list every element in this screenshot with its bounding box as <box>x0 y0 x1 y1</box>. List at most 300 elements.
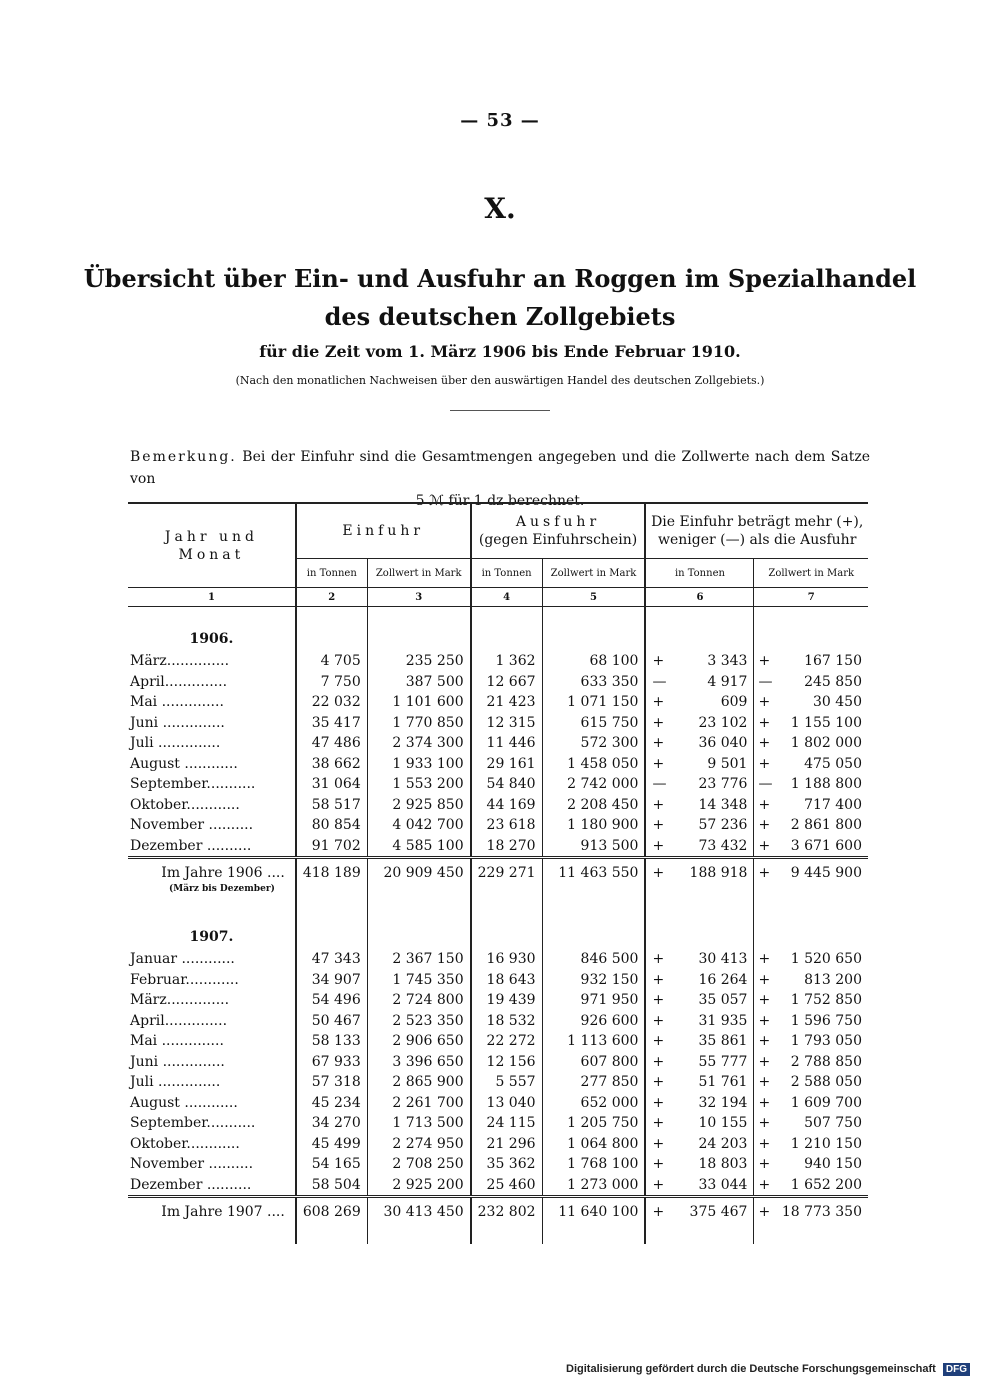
export-tonnen: 5 557 <box>471 1072 542 1093</box>
diff-zollwert: 3 671 600 <box>790 837 862 854</box>
total-diff-tonnen: 188 918 <box>674 858 754 906</box>
export-tonnen: 16 930 <box>471 949 542 970</box>
import-tonnen: 45 499 <box>296 1134 367 1155</box>
table-row <box>128 651 868 672</box>
total-import-zollwert: 30 413 450 <box>367 1197 470 1245</box>
col-number-6: 6 <box>645 588 754 607</box>
diff-sign-zollwert: + <box>754 1175 779 1197</box>
total-diff-sign-tonnen: + <box>645 1197 674 1245</box>
month-label: April.............. <box>130 673 228 690</box>
export-tonnen: 11 446 <box>471 733 542 754</box>
header-import: Einfuhr <box>296 503 471 559</box>
diff-zollwert: 1 596 750 <box>790 1012 862 1029</box>
import-tonnen: 45 234 <box>296 1093 367 1114</box>
blank-cell <box>296 607 367 652</box>
diff-sign-tonnen: + <box>645 1072 674 1093</box>
import-zollwert: 2 374 300 <box>367 733 470 754</box>
blank-cell <box>367 905 470 949</box>
diff-tonnen: 24 203 <box>698 1135 748 1152</box>
import-tonnen: 34 907 <box>296 970 367 991</box>
diff-zollwert: 1 652 200 <box>790 1176 862 1193</box>
diff-tonnen: 10 155 <box>698 1115 748 1132</box>
import-zollwert: 2 724 800 <box>367 990 470 1011</box>
diff-tonnen: 31 935 <box>698 1012 748 1029</box>
header-export <box>471 503 646 559</box>
import-tonnen: 80 854 <box>296 815 367 836</box>
table-row <box>128 733 868 754</box>
diff-sign-tonnen: + <box>645 1175 674 1197</box>
import-zollwert: 2 925 200 <box>367 1175 470 1197</box>
import-tonnen: 54 165 <box>296 1154 367 1175</box>
table-row <box>128 815 868 836</box>
import-zollwert: 1 713 500 <box>367 1113 470 1134</box>
diff-sign-zollwert: + <box>754 1154 779 1175</box>
diff-zollwert: 813 200 <box>804 971 862 988</box>
export-zollwert: 615 750 <box>542 713 645 734</box>
export-zollwert: 1 768 100 <box>542 1154 645 1175</box>
diff-sign-zollwert: + <box>754 815 779 836</box>
diff-zollwert: 1 802 000 <box>790 735 862 752</box>
export-tonnen: 12 315 <box>471 713 542 734</box>
import-tonnen: 22 032 <box>296 692 367 713</box>
header-month: Jahr und Monat <box>128 503 296 588</box>
export-zollwert: 2 742 000 <box>542 774 645 795</box>
table-row <box>128 970 868 991</box>
export-zollwert: 633 350 <box>542 672 645 693</box>
diff-zollwert: 507 750 <box>804 1115 862 1132</box>
month-label: Juli .............. <box>130 735 221 752</box>
export-zollwert: 846 500 <box>542 949 645 970</box>
export-zollwert: 2 208 450 <box>542 795 645 816</box>
diff-tonnen: 9 501 <box>707 755 748 772</box>
diff-tonnen: 55 777 <box>698 1053 748 1070</box>
export-tonnen: 12 156 <box>471 1052 542 1073</box>
remark-text-line2: 5 ℳ für 1 dz berechnet. <box>415 493 585 509</box>
total-label-text: Im Jahre 1907 .... <box>161 1204 285 1220</box>
year-header-row <box>128 607 868 652</box>
diff-tonnen: 30 413 <box>698 951 748 968</box>
diff-sign-tonnen: — <box>645 672 674 693</box>
export-tonnen: 13 040 <box>471 1093 542 1114</box>
total-row <box>128 1197 868 1245</box>
diff-sign-zollwert: + <box>754 970 779 991</box>
export-zollwert: 926 600 <box>542 1011 645 1032</box>
table-row <box>128 1154 868 1175</box>
export-zollwert: 68 100 <box>542 651 645 672</box>
export-tonnen: 18 643 <box>471 970 542 991</box>
import-tonnen: 35 417 <box>296 713 367 734</box>
table-body <box>128 607 868 1245</box>
section-number: X. <box>484 192 516 225</box>
diff-tonnen: 3 343 <box>707 653 748 670</box>
export-zollwert: 1 458 050 <box>542 754 645 775</box>
month-label: Dezember .......... <box>130 837 252 854</box>
export-zollwert: 913 500 <box>542 836 645 858</box>
month-label: Oktober............ <box>130 796 240 813</box>
total-row <box>128 858 868 906</box>
header-diff-line2: weniger (—) als die Ausfuhr <box>658 532 857 548</box>
export-tonnen: 54 840 <box>471 774 542 795</box>
import-tonnen: 58 504 <box>296 1175 367 1197</box>
diff-sign-tonnen: + <box>645 1113 674 1134</box>
table-row <box>128 754 868 775</box>
diff-sign-tonnen: + <box>645 1052 674 1073</box>
remark-text: Bei der Einfuhr sind die Gesamtmengen angegeben und die Zollwerte nach dem Satze von <box>130 449 871 487</box>
total-export-zollwert: 11 463 550 <box>542 858 645 906</box>
diff-zollwert: 30 450 <box>813 694 862 711</box>
export-zollwert: 607 800 <box>542 1052 645 1073</box>
table-row <box>128 1072 868 1093</box>
import-tonnen: 58 133 <box>296 1031 367 1052</box>
export-tonnen: 35 362 <box>471 1154 542 1175</box>
year-label: 1906. <box>189 631 234 647</box>
export-tonnen: 21 296 <box>471 1134 542 1155</box>
header-import-zollwert: Zollwert in Mark <box>367 559 470 588</box>
page-title-line2: des deutschen Zollgebiets <box>324 302 676 331</box>
diff-tonnen: 4 917 <box>707 673 748 690</box>
import-zollwert: 235 250 <box>367 651 470 672</box>
year-label: 1907. <box>189 929 234 945</box>
total-export-zollwert: 11 640 100 <box>542 1197 645 1245</box>
table-row <box>128 1011 868 1032</box>
diff-sign-zollwert: + <box>754 795 779 816</box>
source-note: (Nach den monatlichen Nachweisen über den auswärtigen Handel des deutschen Zollgebiets.) <box>235 374 765 387</box>
header-export-tonnen: in Tonnen <box>471 559 542 588</box>
table-row <box>128 990 868 1011</box>
diff-tonnen: 32 194 <box>698 1094 748 1111</box>
import-zollwert: 2 708 250 <box>367 1154 470 1175</box>
diff-sign-tonnen: + <box>645 1154 674 1175</box>
header-diff-line1: Die Einfuhr beträgt mehr (+), <box>651 514 864 530</box>
export-zollwert: 1 071 150 <box>542 692 645 713</box>
diff-sign-tonnen: + <box>645 1031 674 1052</box>
month-label: November .......... <box>130 1156 254 1173</box>
diff-sign-zollwert: + <box>754 733 779 754</box>
export-zollwert: 1 273 000 <box>542 1175 645 1197</box>
month-label: September........... <box>130 1115 256 1132</box>
import-tonnen: 67 933 <box>296 1052 367 1073</box>
import-tonnen: 91 702 <box>296 836 367 858</box>
diff-sign-zollwert: — <box>754 672 779 693</box>
blank-cell <box>542 607 645 652</box>
total-diff-sign-zollwert: + <box>754 858 779 906</box>
table-row <box>128 1052 868 1073</box>
month-label: August ............ <box>130 755 238 772</box>
diff-sign-zollwert: + <box>754 949 779 970</box>
diff-zollwert: 1 609 700 <box>790 1094 862 1111</box>
table-row <box>128 1134 868 1155</box>
month-label: August ............ <box>130 1094 238 1111</box>
diff-sign-tonnen: + <box>645 651 674 672</box>
diff-sign-tonnen: + <box>645 970 674 991</box>
export-zollwert: 572 300 <box>542 733 645 754</box>
diff-sign-tonnen: + <box>645 754 674 775</box>
diff-sign-zollwert: + <box>754 1031 779 1052</box>
diff-sign-tonnen: + <box>645 1011 674 1032</box>
col-number-4: 4 <box>471 588 542 607</box>
month-label: Mai .............. <box>130 694 224 711</box>
trade-table <box>128 502 868 1244</box>
import-zollwert: 2 925 850 <box>367 795 470 816</box>
diff-zollwert: 1 520 650 <box>790 951 862 968</box>
table-row <box>128 692 868 713</box>
month-label: Oktober............ <box>130 1135 240 1152</box>
diff-tonnen: 51 761 <box>698 1074 748 1091</box>
total-label-text: Im Jahre 1906 .... <box>161 865 285 881</box>
import-zollwert: 2 261 700 <box>367 1093 470 1114</box>
total-diff-tonnen: 375 467 <box>674 1197 754 1245</box>
export-zollwert: 1 064 800 <box>542 1134 645 1155</box>
import-zollwert: 1 770 850 <box>367 713 470 734</box>
diff-sign-zollwert: + <box>754 990 779 1011</box>
import-zollwert: 3 396 650 <box>367 1052 470 1073</box>
diff-tonnen: 35 057 <box>698 992 748 1009</box>
import-tonnen: 47 486 <box>296 733 367 754</box>
diff-sign-zollwert: + <box>754 1113 779 1134</box>
diff-tonnen: 33 044 <box>698 1176 748 1193</box>
import-tonnen: 38 662 <box>296 754 367 775</box>
dfg-logo: DFG <box>943 1363 970 1376</box>
table-row <box>128 1113 868 1134</box>
blank-cell <box>674 905 754 949</box>
diff-sign-tonnen: + <box>645 836 674 858</box>
trade-table-container <box>128 502 868 1244</box>
export-tonnen: 18 532 <box>471 1011 542 1032</box>
separator-rule <box>450 410 550 411</box>
diff-sign-tonnen: + <box>645 795 674 816</box>
diff-zollwert: 1 752 850 <box>790 992 862 1009</box>
import-tonnen: 7 750 <box>296 672 367 693</box>
export-tonnen: 23 618 <box>471 815 542 836</box>
diff-zollwert: 167 150 <box>804 653 862 670</box>
month-label: März.............. <box>130 992 230 1009</box>
month-label: Februar............ <box>130 971 239 988</box>
import-zollwert: 1 101 600 <box>367 692 470 713</box>
header-difference <box>645 503 868 559</box>
table-row <box>128 1175 868 1197</box>
footer-text: Digitalisierung gefördert durch die Deutsche Forschungsgemeinschaft <box>566 1363 936 1375</box>
diff-zollwert: 717 400 <box>804 796 862 813</box>
diff-sign-zollwert: + <box>754 1011 779 1032</box>
table-row <box>128 672 868 693</box>
year-header-row <box>128 905 868 949</box>
import-zollwert: 1 745 350 <box>367 970 470 991</box>
month-label: Januar ............ <box>130 951 235 968</box>
export-tonnen: 24 115 <box>471 1113 542 1134</box>
month-label: Juli .............. <box>130 1074 221 1091</box>
blank-cell <box>779 905 868 949</box>
diff-tonnen: 23 776 <box>698 776 748 793</box>
col-number-5: 5 <box>542 588 645 607</box>
import-tonnen: 50 467 <box>296 1011 367 1032</box>
diff-zollwert: 2 861 800 <box>790 817 862 834</box>
diff-sign-tonnen: + <box>645 815 674 836</box>
diff-sign-zollwert: + <box>754 836 779 858</box>
total-label <box>128 858 296 906</box>
blank-cell <box>542 905 645 949</box>
diff-sign-zollwert: + <box>754 1072 779 1093</box>
diff-zollwert: 1 793 050 <box>790 1033 862 1050</box>
page-number: — 53 — <box>460 110 540 131</box>
blank-cell <box>471 905 542 949</box>
diff-tonnen: 35 861 <box>698 1033 748 1050</box>
export-zollwert: 652 000 <box>542 1093 645 1114</box>
table-row <box>128 713 868 734</box>
total-import-zollwert: 20 909 450 <box>367 858 470 906</box>
blank-cell <box>754 905 779 949</box>
export-zollwert: 932 150 <box>542 970 645 991</box>
diff-tonnen: 16 264 <box>698 971 748 988</box>
total-label <box>128 1197 296 1245</box>
import-zollwert: 2 367 150 <box>367 949 470 970</box>
col-number-1: 1 <box>128 588 296 607</box>
blank-cell <box>754 607 779 652</box>
total-import-tonnen: 418 189 <box>296 858 367 906</box>
month-label: März.............. <box>130 653 230 670</box>
month-label: Juni .............. <box>130 1053 225 1070</box>
diff-sign-tonnen: + <box>645 1093 674 1114</box>
export-zollwert: 1 205 750 <box>542 1113 645 1134</box>
header-diff-tonnen: in Tonnen <box>645 559 754 588</box>
export-zollwert: 1 113 600 <box>542 1031 645 1052</box>
import-tonnen: 47 343 <box>296 949 367 970</box>
diff-sign-zollwert: + <box>754 651 779 672</box>
page-title-line1: Übersicht über Ein- und Ausfuhr an Roggen im Spezialhandel <box>83 264 917 293</box>
diff-sign-zollwert: + <box>754 1134 779 1155</box>
import-zollwert: 1 553 200 <box>367 774 470 795</box>
import-zollwert: 1 933 100 <box>367 754 470 775</box>
diff-sign-tonnen: + <box>645 713 674 734</box>
diff-sign-tonnen: + <box>645 990 674 1011</box>
diff-tonnen: 609 <box>720 694 748 711</box>
footer-credit <box>566 1363 970 1376</box>
import-tonnen: 57 318 <box>296 1072 367 1093</box>
diff-sign-zollwert: + <box>754 692 779 713</box>
diff-sign-zollwert: + <box>754 754 779 775</box>
diff-zollwert: 245 850 <box>804 673 862 690</box>
diff-sign-tonnen: + <box>645 692 674 713</box>
diff-tonnen: 23 102 <box>698 714 748 731</box>
export-tonnen: 18 270 <box>471 836 542 858</box>
header-export-zollwert: Zollwert in Mark <box>542 559 645 588</box>
month-label: Mai .............. <box>130 1033 224 1050</box>
diff-tonnen: 73 432 <box>698 837 748 854</box>
blank-cell <box>779 607 868 652</box>
import-zollwert: 2 865 900 <box>367 1072 470 1093</box>
blank-cell <box>471 607 542 652</box>
diff-tonnen: 14 348 <box>698 796 748 813</box>
export-zollwert: 971 950 <box>542 990 645 1011</box>
total-diff-zollwert: 18 773 350 <box>779 1197 868 1245</box>
total-label-sub: (März bis Dezember) <box>168 884 275 894</box>
diff-zollwert: 2 788 850 <box>790 1053 862 1070</box>
export-tonnen: 25 460 <box>471 1175 542 1197</box>
table-row <box>128 774 868 795</box>
total-export-tonnen: 229 271 <box>471 858 542 906</box>
diff-sign-zollwert: — <box>754 774 779 795</box>
month-label: November .......... <box>130 817 254 834</box>
col-number-3: 3 <box>367 588 470 607</box>
header-import-tonnen: in Tonnen <box>296 559 367 588</box>
import-tonnen: 58 517 <box>296 795 367 816</box>
export-tonnen: 1 362 <box>471 651 542 672</box>
blank-cell <box>296 905 367 949</box>
blank-cell <box>674 607 754 652</box>
import-zollwert: 4 585 100 <box>367 836 470 858</box>
diff-sign-zollwert: + <box>754 1052 779 1073</box>
import-zollwert: 387 500 <box>367 672 470 693</box>
import-tonnen: 54 496 <box>296 990 367 1011</box>
diff-sign-tonnen: + <box>645 733 674 754</box>
diff-zollwert: 2 588 050 <box>790 1074 862 1091</box>
month-label: Dezember .......... <box>130 1176 252 1193</box>
table-row <box>128 795 868 816</box>
period-subtitle: für die Zeit vom 1. März 1906 bis Ende Februar 1910. <box>259 342 741 361</box>
export-tonnen: 22 272 <box>471 1031 542 1052</box>
export-tonnen: 19 439 <box>471 990 542 1011</box>
remark-label: Bemerkung. <box>130 449 237 465</box>
export-zollwert: 1 180 900 <box>542 815 645 836</box>
table-row <box>128 949 868 970</box>
month-label: April.............. <box>130 1012 228 1029</box>
diff-zollwert: 1 188 800 <box>790 776 862 793</box>
diff-sign-zollwert: + <box>754 713 779 734</box>
import-tonnen: 4 705 <box>296 651 367 672</box>
import-zollwert: 2 523 350 <box>367 1011 470 1032</box>
export-tonnen: 44 169 <box>471 795 542 816</box>
import-zollwert: 2 274 950 <box>367 1134 470 1155</box>
table-header <box>128 503 868 607</box>
diff-sign-tonnen: + <box>645 1134 674 1155</box>
col-number-7: 7 <box>754 588 868 607</box>
header-export-title: Ausfuhr <box>515 514 601 530</box>
import-tonnen: 31 064 <box>296 774 367 795</box>
diff-sign-tonnen: — <box>645 774 674 795</box>
month-label: Juni .............. <box>130 714 225 731</box>
export-tonnen: 21 423 <box>471 692 542 713</box>
diff-sign-zollwert: + <box>754 1093 779 1114</box>
diff-tonnen: 36 040 <box>698 735 748 752</box>
table-row <box>128 1031 868 1052</box>
export-tonnen: 29 161 <box>471 754 542 775</box>
diff-zollwert: 1 210 150 <box>790 1135 862 1152</box>
blank-cell <box>645 607 674 652</box>
import-zollwert: 4 042 700 <box>367 815 470 836</box>
table-row <box>128 1093 868 1114</box>
import-zollwert: 2 906 650 <box>367 1031 470 1052</box>
total-export-tonnen: 232 802 <box>471 1197 542 1245</box>
header-diff-zollwert: Zollwert in Mark <box>754 559 868 588</box>
col-number-2: 2 <box>296 588 367 607</box>
total-diff-sign-zollwert: + <box>754 1197 779 1245</box>
blank-cell <box>367 607 470 652</box>
diff-zollwert: 1 155 100 <box>790 714 862 731</box>
diff-zollwert: 475 050 <box>804 755 862 772</box>
diff-tonnen: 57 236 <box>698 817 748 834</box>
total-diff-sign-tonnen: + <box>645 858 674 906</box>
export-tonnen: 12 667 <box>471 672 542 693</box>
month-label: September........... <box>130 776 256 793</box>
table-row <box>128 836 868 858</box>
diff-zollwert: 940 150 <box>804 1156 862 1173</box>
export-zollwert: 277 850 <box>542 1072 645 1093</box>
import-tonnen: 34 270 <box>296 1113 367 1134</box>
total-import-tonnen: 608 269 <box>296 1197 367 1245</box>
header-export-sub: (gegen Einfuhrschein) <box>478 532 638 548</box>
blank-cell <box>645 905 674 949</box>
diff-sign-tonnen: + <box>645 949 674 970</box>
diff-tonnen: 18 803 <box>698 1156 748 1173</box>
